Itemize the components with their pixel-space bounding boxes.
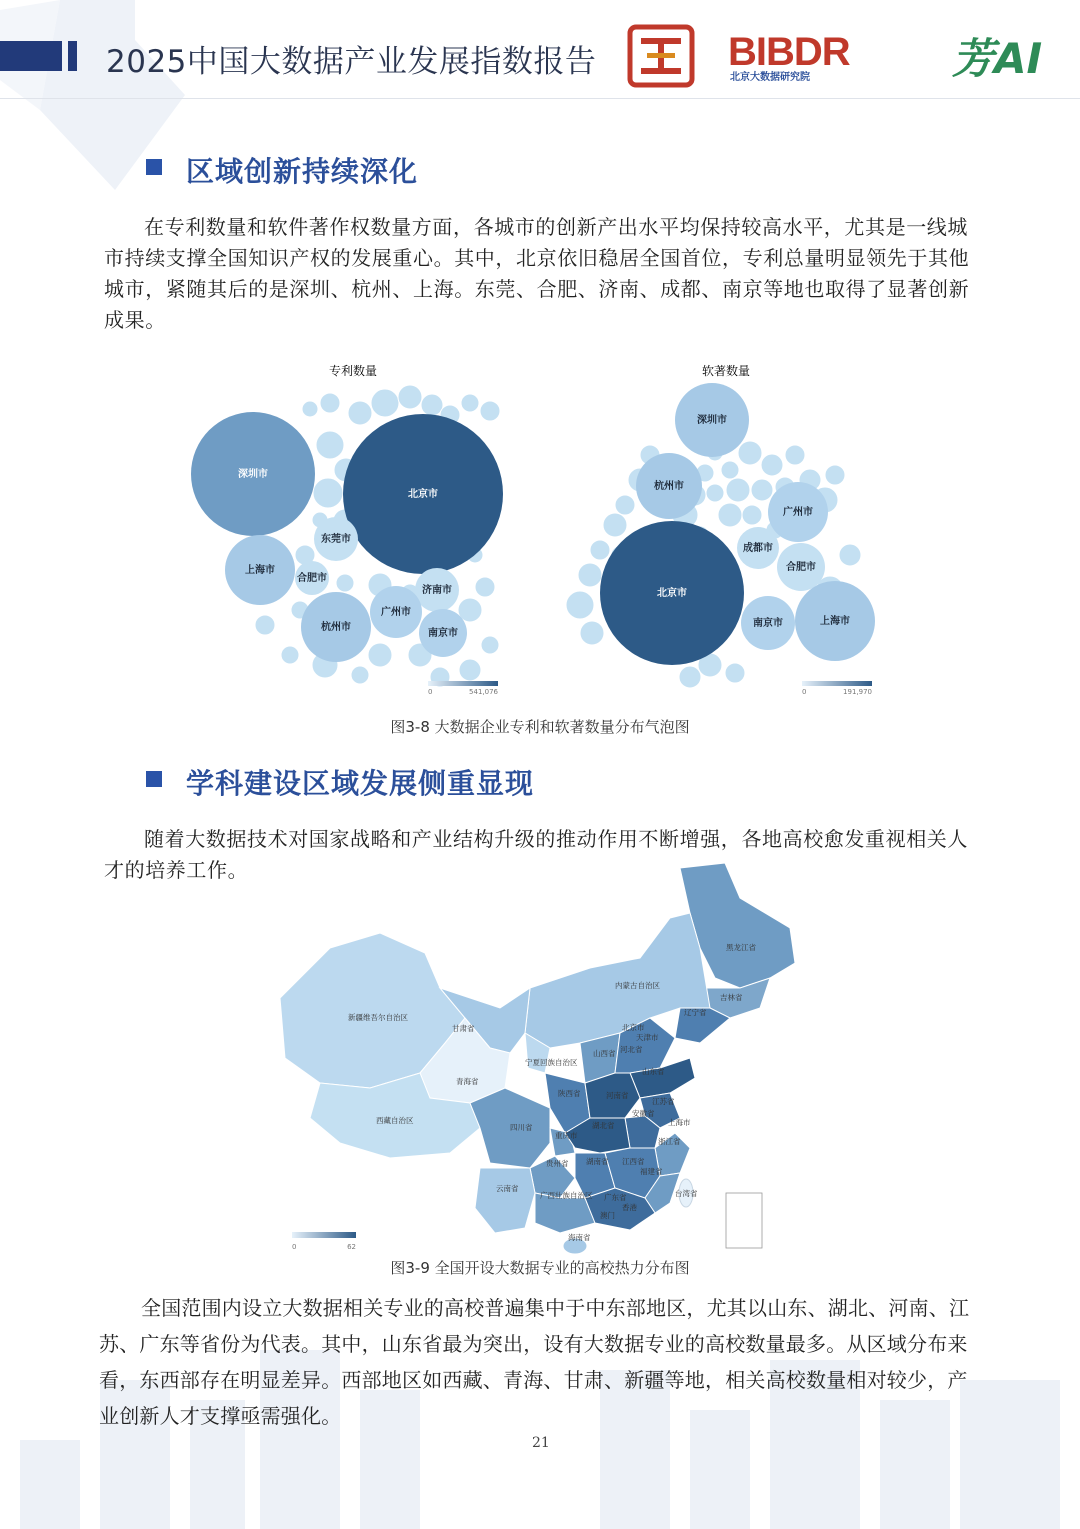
map-label: 安徽省 <box>632 1109 655 1118</box>
label-nanjing: 南京市 <box>428 628 458 639</box>
label-dongguan: 东莞市 <box>321 534 351 545</box>
map-label: 上海市 <box>668 1118 691 1127</box>
map-label: 福建省 <box>640 1167 663 1176</box>
map-label: 四川省 <box>510 1123 533 1132</box>
map-label: 广东省 <box>604 1193 627 1202</box>
label2-chengdu: 成都市 <box>743 543 773 554</box>
map-label: 香港 <box>622 1203 637 1212</box>
label2-nanjing: 南京市 <box>753 618 783 629</box>
map-label: 广西壮族自治区 <box>540 1191 593 1200</box>
map-legend-min: 0 <box>292 1243 297 1251</box>
logo-ai: 芳AI <box>952 34 1043 83</box>
logo-bibdr <box>728 30 926 84</box>
map-label: 云南省 <box>496 1184 519 1193</box>
figure-3-9-caption: 图3-9 全国开设大数据专业的高校热力分布图 <box>390 1259 690 1277</box>
label-guangzhou: 广州市 <box>381 607 411 618</box>
paragraph-innovation: 在专利数量和软件著作权数量方面，各城市的创新产出水平均保持较高水平，尤其是一线城市持续支撑全国知识产权的发展重心。其中，北京依旧稳居全国首位，专利总量明显领先于其他城市，紧随其后的是深圳、杭州、上海。东莞、合肥、济南、成都、南京等地也取得了显著创新成果。 <box>104 215 970 332</box>
header-divider <box>0 98 1080 99</box>
paragraph-distribution: 全国范围内设立大数据相关专业的高校普遍集中于中东部地区，尤其以山东、湖北、河南、江苏、广东等省份为代表。其中，山东省最为突出，设有大数据专业的高校数量最多。从区域分布来看，东西部存在明显差异。西部地区如西藏、青海、甘肃、新疆等地，相关高校数量相对较少，产业创新人才支撑亟需强化。 <box>99 1296 970 1428</box>
map-label: 辽宁省 <box>684 1008 707 1017</box>
label2-shenzhen: 深圳市 <box>697 415 727 426</box>
section-title-innovation: 区域创新持续深化 <box>186 155 419 188</box>
chart1-legend-min: 0 <box>428 688 433 696</box>
label-hefei: 合肥市 <box>297 573 327 584</box>
chart1-title: 专利数量 <box>328 364 378 378</box>
map-label: 江苏省 <box>652 1097 675 1106</box>
label2-beijing: 北京市 <box>657 588 687 599</box>
label2-hefei: 合肥市 <box>786 562 816 573</box>
map-label: 江西省 <box>622 1157 645 1166</box>
map-label: 甘肃省 <box>452 1024 475 1033</box>
map-label: 台湾省 <box>675 1189 698 1198</box>
page-number: 21 <box>532 1435 550 1451</box>
chart2-legend-bar <box>802 681 872 686</box>
label-hangzhou: 杭州市 <box>321 622 351 633</box>
chart1-legend-max: 541,076 <box>469 688 498 696</box>
south-sea-inset <box>726 1193 762 1248</box>
region-yunnan <box>475 1168 535 1233</box>
map-label: 浙江省 <box>658 1137 681 1146</box>
section-title-discipline: 学科建设区域发展侧重显现 <box>186 767 535 800</box>
report-title: 2025中国大数据产业发展指数报告 <box>106 44 597 80</box>
map-label: 山东省 <box>642 1067 665 1076</box>
map-label: 澳门 <box>600 1211 615 1220</box>
label-jinan: 济南市 <box>422 585 452 596</box>
chart2-legend-max: 191,970 <box>843 688 872 696</box>
map-label: 北京市 <box>622 1023 645 1032</box>
chart2-legend-min: 0 <box>802 688 807 696</box>
map-label: 湖北省 <box>592 1121 615 1130</box>
logo-bibdr-text: BIBDR <box>728 30 850 74</box>
map-label: 陕西省 <box>558 1089 581 1098</box>
chart1-legend-bar <box>428 681 498 686</box>
map-label: 宁夏回族自治区 <box>525 1058 578 1067</box>
figure-3-8-caption: 图3-8 大数据企业专利和软著数量分布气泡图 <box>390 718 690 736</box>
paragraph-discipline: 随着大数据技术对国家战略和产业结构升级的推动作用不断增强，各地高校愈发重视相关人才的培养工作。 <box>104 827 968 882</box>
section-marker <box>146 771 162 787</box>
label-shenzhen: 深圳市 <box>238 469 268 480</box>
map-label: 内蒙古自治区 <box>615 981 660 990</box>
map-label: 黑龙江省 <box>726 943 756 952</box>
label2-shanghai: 上海市 <box>820 616 850 627</box>
header-bar <box>0 41 62 71</box>
logo-bibdr-subtitle: 北京大数据研究院 <box>730 72 810 83</box>
map-label: 吉林省 <box>720 993 743 1002</box>
label-beijing: 北京市 <box>408 489 438 500</box>
label2-hangzhou: 杭州市 <box>654 481 684 492</box>
map-label: 西藏自治区 <box>376 1116 414 1125</box>
map-label: 贵州省 <box>546 1159 569 1168</box>
map-label: 河北省 <box>620 1045 643 1054</box>
map-label: 重庆市 <box>555 1131 578 1140</box>
header-bar-small <box>68 41 77 71</box>
chart2-title: 软著数量 <box>701 364 751 378</box>
map-label: 山西省 <box>593 1049 616 1058</box>
map-label: 河南省 <box>606 1091 629 1100</box>
map-label: 青海省 <box>456 1077 479 1086</box>
map-label: 新疆维吾尔自治区 <box>348 1013 408 1022</box>
map-label: 天津市 <box>636 1033 659 1042</box>
map-legend-max: 62 <box>347 1243 356 1251</box>
map-label: 湖南省 <box>586 1157 609 1166</box>
section-marker <box>146 159 162 175</box>
map-legend-bar <box>292 1232 356 1238</box>
label2-guangzhou: 广州市 <box>783 507 813 518</box>
china-heat-map <box>270 858 810 1258</box>
bubble-charts <box>170 355 910 705</box>
label-shanghai: 上海市 <box>245 565 275 576</box>
logo-seal-icon <box>627 24 695 88</box>
map-label: 海南省 <box>568 1233 591 1242</box>
